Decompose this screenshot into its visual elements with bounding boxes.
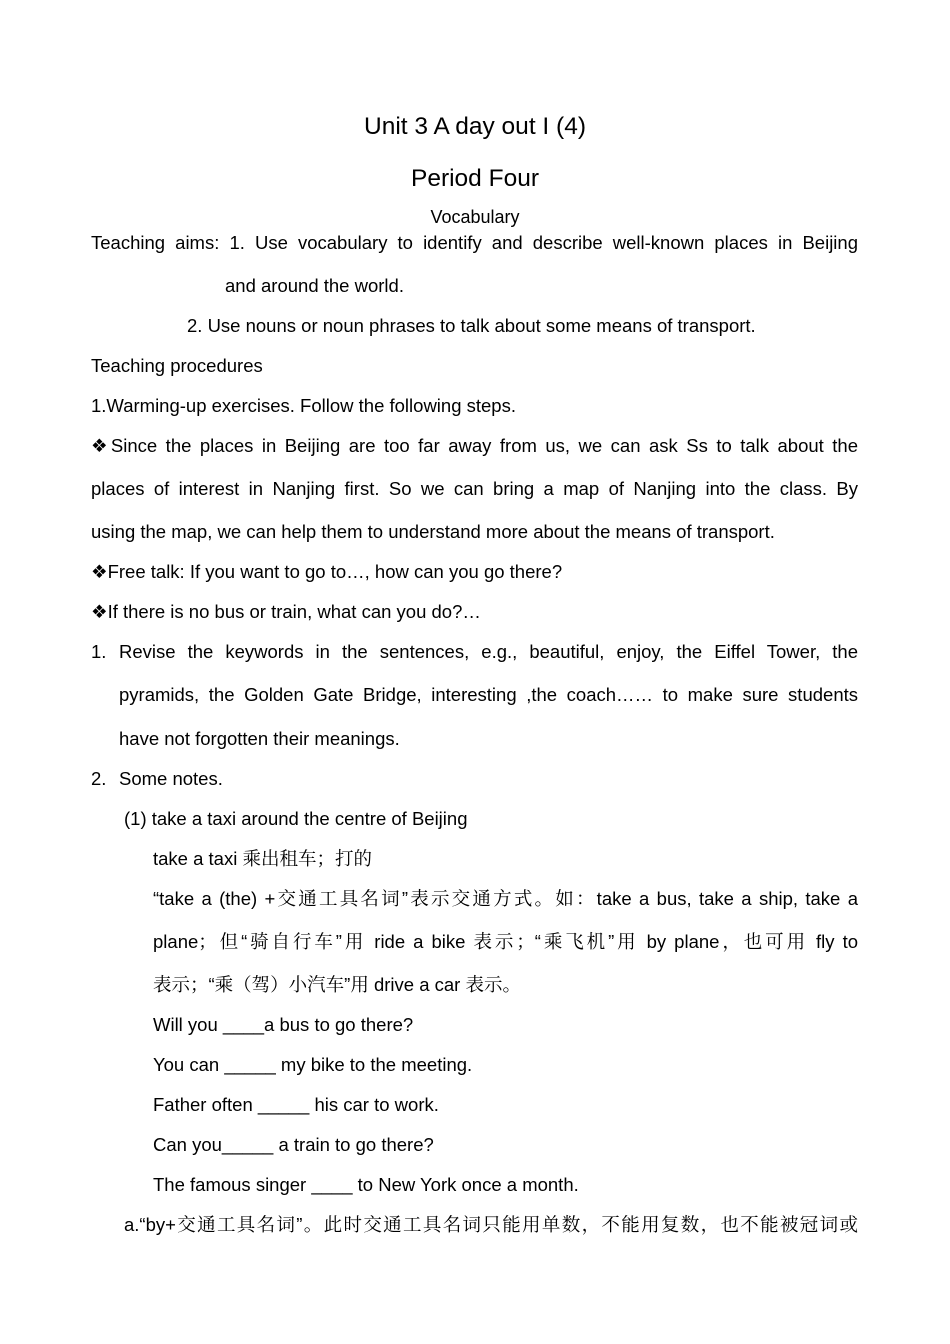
list-number-1: 1. [91, 641, 107, 662]
exercise-5: The famous singer ____ to New York once a month. [153, 1174, 579, 1195]
bullet-1-line-1: ❖Since the places in Beijing are too far away from us, we can ask Ss to talk about the [91, 435, 858, 456]
exercise-2: You can _____ my bike to the meeting. [153, 1054, 473, 1075]
note-a: a.“by+交通工具名词”。此时交通工具名词只能用单数，不能用复数，也不能被冠词或 [124, 1214, 858, 1235]
bullet-1-line-2: places of interest in Nanjing first. So we can bring a map of Nanjing into the class. By [91, 478, 858, 499]
teaching-aims-line-2: 2. Use nouns or noun phrases to talk about some means of transport. [187, 315, 756, 336]
teaching-aims-line-1: Teaching aims: 1. Use vocabulary to identify and describe well-known places in Beijing [91, 232, 858, 253]
bullet-3: ❖If there is no bus or train, what can you do?… [91, 601, 481, 622]
note-1-explain-line-3: 表示；“乘（驾）小汽车”用 drive a car 表示。 [153, 974, 521, 995]
list-item-1-line-3: have not forgotten their meanings. [119, 728, 400, 749]
teaching-aims-line-1-cont: and around the world. [225, 275, 404, 296]
note-1-explain-line-1: “take a (the) +交通工具名词”表示交通方式。如：take a bus, take a ship, take a [153, 888, 858, 909]
note-1-heading: (1) take a taxi around the centre of Beijing [124, 808, 468, 829]
period-heading: Period Four [410, 165, 539, 192]
procedures-heading: Teaching procedures [91, 355, 263, 376]
note-1-phrase: take a taxi 乘出租车；打的 [153, 848, 372, 869]
doc-title: Unit 3 A day out I (4) [364, 113, 586, 140]
exercise-3: Father often _____ his car to work. [153, 1094, 439, 1115]
list-item-2: Some notes. [119, 768, 223, 789]
step-1-heading: 1.Warming-up exercises. Follow the following steps. [91, 395, 516, 416]
subtitle: Vocabulary [430, 207, 520, 227]
exercise-1: Will you ____a bus to go there? [153, 1014, 414, 1035]
exercise-4: Can you_____ a train to go there? [153, 1134, 434, 1155]
list-item-1-line-1: Revise the keywords in the sentences, e.g., beautiful, enjoy, the Eiffel Tower, the [119, 641, 858, 662]
bullet-1-line-3: using the map, we can help them to understand more about the means of transport. [91, 521, 775, 542]
list-number-2: 2. [91, 768, 107, 789]
bullet-2: ❖Free talk: If you want to go to…, how can you go there? [91, 561, 563, 582]
note-1-explain-line-2: plane；但“骑自行车”用 ride a bike 表示；“乘飞机”用 by plane，也可用 fly to [153, 931, 858, 952]
list-item-1-line-2: pyramids, the Golden Gate Bridge, interesting ,the coach…… to make sure students [119, 684, 858, 705]
